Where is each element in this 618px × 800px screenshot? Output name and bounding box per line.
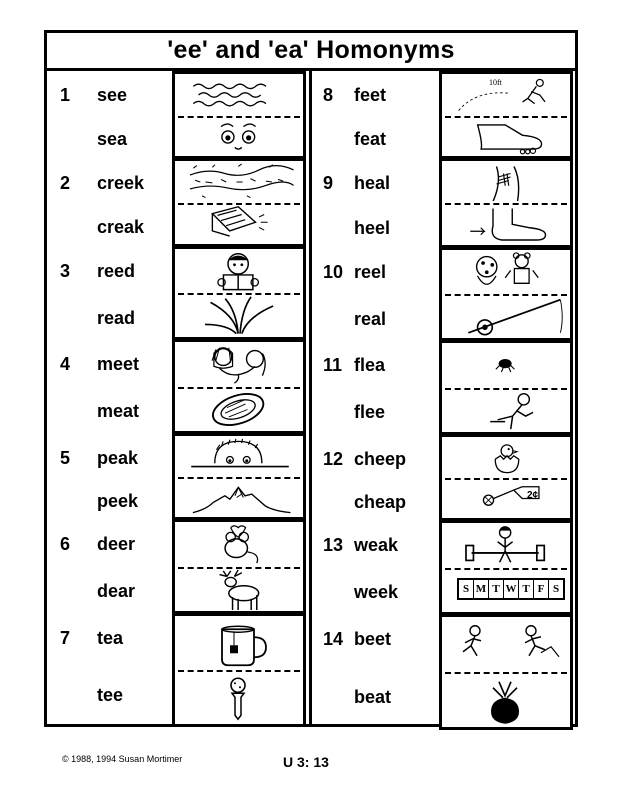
word-flee: flee [354, 402, 386, 422]
picture-box [439, 158, 573, 249]
picture-box [439, 247, 573, 342]
eyes-icon [178, 118, 302, 156]
pair-number: 5 [60, 448, 71, 468]
pair-number: 6 [60, 534, 71, 554]
beet-icon [445, 674, 569, 726]
calendar-week-icon [445, 570, 569, 611]
calendar-day: S [459, 580, 474, 598]
price-tag-icon [445, 480, 569, 517]
waves-icon [178, 76, 302, 114]
page-title: 'ee' and 'ea' Homonyms [167, 36, 455, 64]
toy-animals-icon [445, 252, 569, 293]
pair-number: 2 [60, 173, 71, 193]
word-week: week [354, 582, 399, 602]
bandaged-leg-icon [445, 163, 569, 202]
reeds-icon [178, 295, 302, 336]
long-jump-icon [445, 76, 569, 114]
calendar-day: W [504, 580, 519, 598]
weightlifter-icon [445, 525, 569, 566]
word-flea: flea [354, 355, 386, 375]
word-meat: meat [97, 401, 140, 421]
word-meet: meet [97, 354, 140, 374]
price-label: 2¢ [527, 489, 539, 501]
pair-number: 9 [323, 173, 334, 193]
word-reed: reed [97, 261, 136, 281]
picture-box [172, 613, 306, 728]
word-feet: feet [354, 85, 387, 105]
pair-number: 4 [60, 354, 71, 374]
word-cheep: cheep [354, 449, 407, 469]
pair-number: 10 [323, 262, 344, 282]
word-real: real [354, 308, 387, 329]
right-column [309, 71, 575, 724]
calendar-day: F [534, 580, 549, 598]
running-boy-icon [445, 390, 569, 431]
golf-tee-icon [178, 672, 302, 723]
word-tea: tea [97, 628, 124, 648]
picture-box [439, 520, 573, 616]
hugging-mice-icon [178, 524, 302, 565]
copyright-text: © 1988, 1994 Susan Mortimer [62, 754, 183, 764]
word-deer: deer [97, 534, 136, 554]
word-beet: beet [354, 629, 392, 649]
pair-number: 3 [60, 261, 71, 281]
word-tee: tee [97, 684, 124, 705]
foot-icon [445, 118, 569, 156]
peeking-boy-icon [178, 438, 302, 475]
pair-number: 1 [60, 85, 71, 105]
calendar-day: S [552, 582, 560, 595]
pair-number: 11 [323, 355, 343, 375]
calendar-day: T [519, 580, 534, 598]
word-sea: sea [97, 129, 128, 149]
word-cheap: cheap [354, 492, 407, 512]
deer-icon [178, 569, 302, 610]
word-dear: dear [97, 581, 136, 601]
pair-number: 8 [323, 85, 334, 105]
heel-icon [445, 205, 569, 244]
fishing-reel-icon [445, 296, 569, 337]
worksheet-frame [44, 30, 578, 727]
word-reel: reel [354, 262, 387, 282]
jump-distance-label: 10ft [489, 78, 502, 87]
tea-cup-icon [178, 618, 302, 669]
picture-box [439, 71, 573, 159]
picture-box [172, 519, 306, 615]
chick-icon [445, 439, 569, 476]
page-code: U 3: 13 [283, 754, 329, 770]
picture-box [172, 246, 306, 341]
pair-number: 13 [323, 535, 344, 555]
picture-box [172, 433, 306, 521]
girls-meeting-icon [178, 344, 302, 385]
word-feat: feat [354, 129, 387, 149]
picture-box [172, 71, 306, 159]
word-creak: creak [97, 217, 145, 237]
title-bar [47, 33, 575, 71]
word-read: read [97, 307, 136, 328]
word-heal: heal [354, 173, 391, 193]
flea-icon [445, 345, 569, 386]
pair-number: 7 [60, 628, 71, 648]
pair-number: 12 [323, 449, 344, 469]
creaking-door-icon [178, 205, 302, 243]
picture-box [439, 434, 573, 522]
creek-icon [178, 163, 302, 201]
picture-box [439, 340, 573, 436]
calendar-day: M [474, 580, 489, 598]
picture-box [172, 158, 306, 248]
word-creek: creek [97, 173, 145, 193]
calendar-day: T [489, 580, 504, 598]
picture-box [439, 614, 573, 731]
word-beat: beat [354, 686, 392, 707]
racers-icon [445, 619, 569, 671]
reading-boy-icon [178, 251, 302, 292]
calendar-grid [457, 578, 565, 600]
word-weak: weak [354, 535, 399, 555]
pair-number: 14 [323, 629, 344, 649]
left-column [47, 71, 312, 724]
word-heel: heel [354, 217, 391, 238]
mountain-peak-icon [178, 479, 302, 516]
word-see: see [97, 85, 128, 105]
word-peek: peek [97, 491, 139, 511]
picture-box [172, 339, 306, 435]
steak-icon [178, 389, 302, 430]
word-peak: peak [97, 448, 139, 468]
